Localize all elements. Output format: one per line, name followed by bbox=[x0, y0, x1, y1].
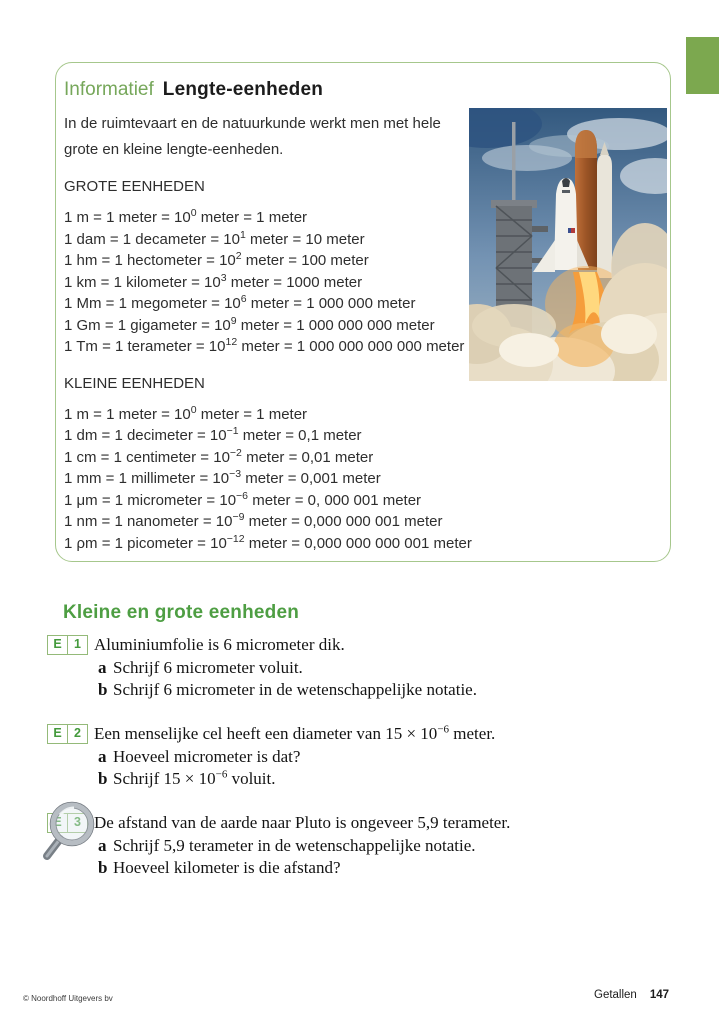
item-text: Schrijf $15 \times 10^{-6}$ voluit. bbox=[113, 768, 276, 789]
unit-row: 1 mm = 1 millimeter = $10^{-3}$ meter = 0,001 meter bbox=[64, 468, 381, 487]
unit-row: 1 Mm = 1 megometer = $10^6$ meter = 1 000 000 meter bbox=[64, 293, 416, 312]
badge-number: 1 bbox=[67, 636, 87, 654]
exercise-e3 bbox=[47, 812, 607, 879]
exercise-item-b bbox=[98, 857, 607, 879]
exercise-stem: Aluminiumfolie is 6 micrometer dik. bbox=[94, 635, 345, 654]
shuttle-launch-photo bbox=[469, 108, 667, 381]
exercise-e2 bbox=[47, 723, 607, 790]
item-text: Schrijf 6 micrometer voluit. bbox=[113, 658, 303, 677]
exercise-stem: De afstand van de aarde naar Pluto is ongeveer 5,9 terameter. bbox=[94, 813, 511, 832]
large-units-heading: GROTE EENHEDEN bbox=[64, 178, 205, 195]
chapter-tab bbox=[686, 37, 719, 94]
item-label: a bbox=[98, 747, 107, 766]
footer-chapter-label: Getallen bbox=[594, 989, 637, 1001]
unit-row: 1 Gm = 1 gigameter = $10^9$ meter = 1 000 000 000 meter bbox=[64, 314, 435, 334]
badge-letter: E bbox=[53, 637, 62, 651]
infobox-title: Lengte-eenheden bbox=[162, 79, 324, 100]
exercise-item-b bbox=[98, 679, 607, 701]
badge-number: 3 bbox=[67, 814, 87, 832]
unit-row: 1 dam = 1 decameter = $10^1$ meter = 10 meter bbox=[64, 228, 365, 248]
exercise-badge-e2 bbox=[47, 724, 88, 744]
exercise-item-a bbox=[98, 746, 607, 768]
footer-copyright: © Noordhoff Uitgevers bv bbox=[23, 994, 113, 1003]
unit-row: 1 m = 1 meter = $10^0$ meter = 1 meter bbox=[64, 403, 308, 423]
unit-row: 1 ρm = 1 picometer = $10^{-12}$ meter = 0,000 000 000 001 meter bbox=[64, 532, 472, 552]
item-text: Hoeveel micrometer is dat? bbox=[113, 747, 301, 766]
unit-row: 1 cm = 1 centimeter = $10^{-2}$ meter = 0,01 meter bbox=[64, 446, 374, 466]
small-units-list bbox=[64, 404, 670, 555]
exercise-stem: Een menselijke cel heeft een diameter van $15 \times 10^{-6}$ meter. bbox=[94, 723, 496, 743]
badge-letter: E bbox=[53, 815, 62, 829]
item-label: a bbox=[98, 836, 107, 855]
section-heading: Kleine en grote eenheden bbox=[63, 602, 300, 623]
item-text: Hoeveel kilometer is die afstand? bbox=[113, 858, 341, 878]
item-label: a bbox=[98, 658, 107, 677]
footer-pagination bbox=[594, 989, 669, 1001]
item-label: b bbox=[98, 680, 108, 700]
exercise-item-a bbox=[98, 835, 607, 857]
item-text: Schrijf 6 micrometer in de wetenschappelijke notatie. bbox=[113, 680, 477, 700]
infobox-kicker: Informatief bbox=[64, 79, 154, 100]
small-units-heading: KLEINE EENHEDEN bbox=[64, 374, 205, 392]
item-label: b bbox=[98, 769, 108, 789]
unit-row: 1 μm = 1 micrometer = $10^{-6}$ meter = 0, 000 001 meter bbox=[64, 489, 422, 509]
exercise-badge-e1 bbox=[47, 635, 88, 655]
shuttle-photo-art bbox=[469, 108, 667, 381]
exercise-item-a bbox=[98, 657, 607, 679]
unit-row: 1 km = 1 kilometer = $10^3$ meter = 1000 meter bbox=[64, 271, 363, 291]
intro-line-1: In de ruimtevaart en de natuurkunde werkt men met hele bbox=[64, 115, 441, 132]
unit-row: 1 dm = 1 decimeter = $10^{-1}$ meter = 0,1 meter bbox=[64, 425, 362, 444]
badge-letter: E bbox=[53, 726, 62, 740]
unit-row: 1 nm = 1 nanometer = $10^{-9}$ meter = 0,000 000 001 meter bbox=[64, 511, 443, 530]
badge-number: 2 bbox=[67, 725, 87, 743]
intro-line-2: grote en kleine lengte-eenheden. bbox=[64, 141, 284, 158]
unit-row: 1 m = 1 meter = $10^0$ meter = 1 meter bbox=[64, 207, 308, 226]
infobox-title-row bbox=[64, 77, 670, 102]
item-label: b bbox=[98, 858, 108, 878]
unit-row: 1 hm = 1 hectometer = $10^2$ meter = 100 meter bbox=[64, 250, 369, 269]
exercise-e1 bbox=[47, 634, 607, 701]
item-text: Schrijf 5,9 terameter in de wetenschappelijke notatie. bbox=[113, 836, 476, 855]
exercise-badge-e3 bbox=[47, 813, 88, 833]
exercise-item-b bbox=[98, 768, 607, 790]
unit-row: 1 Tm = 1 terameter = $10^{12}$ meter = 1 000 000 000 000 meter bbox=[64, 336, 465, 355]
footer-page-number: 147 bbox=[649, 989, 670, 1001]
